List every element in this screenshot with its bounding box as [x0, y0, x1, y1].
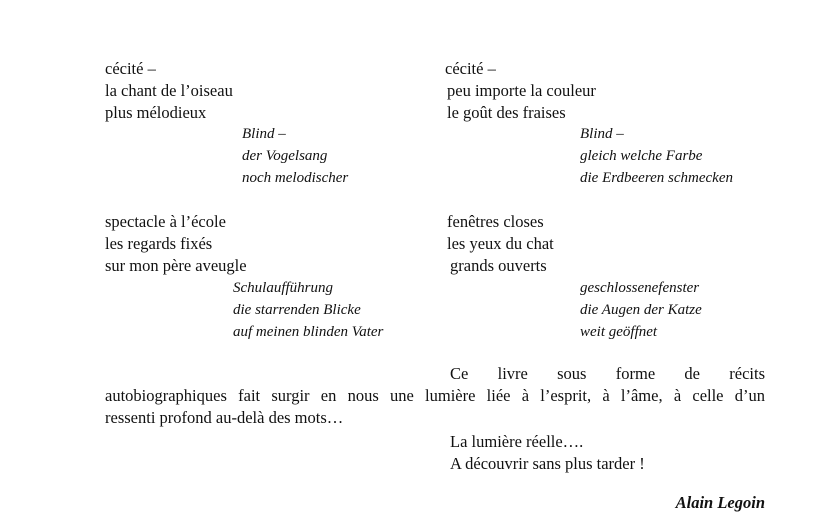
poem1-fr-line1: cécité –	[105, 59, 156, 78]
poem3-de-line3: auf meinen blinden Vater	[233, 324, 384, 340]
poem4-fr-line1: fenêtres closes	[447, 212, 544, 231]
poem1-fr-line3: plus mélodieux	[105, 103, 207, 122]
poem1-de-line2: der Vogelsang	[242, 148, 328, 164]
poem4-de-line1: geschlossenefenster	[580, 280, 700, 296]
poem4-de-line3: weit geöffnet	[580, 324, 658, 340]
poem3-fr-line1: spectacle à l’école	[105, 212, 226, 231]
poem3-fr-line2: les regards fixés	[105, 234, 213, 253]
review-line3: ressenti profond au-delà des mots…	[105, 408, 344, 427]
poem4-fr-line2: les yeux du chat	[447, 234, 554, 253]
poem2-de-line3: die Erdbeeren schmecken	[580, 170, 733, 186]
poem2-fr-line2: peu importe la couleur	[447, 81, 596, 100]
poem2-de-line1: Blind –	[580, 126, 624, 142]
poem2-de-line2: gleich welche Farbe	[580, 148, 703, 164]
closing-line2: A découvrir sans plus tarder !	[450, 454, 645, 473]
poem4-fr-line3: grands ouverts	[450, 256, 547, 275]
poem2-fr-line3: le goût des fraises	[447, 103, 566, 122]
poem3-de-line1: Schulaufführung	[233, 280, 333, 296]
poem4-de-line2: die Augen der Katze	[580, 302, 702, 318]
review-line2: autobiographiques fait surgir en nous une lumière liée à l’esprit, à l’âme, à celle d’un	[105, 386, 765, 405]
signature: Alain Legoin	[675, 493, 765, 512]
review-line1: Ce livre sous forme de récits	[450, 364, 765, 383]
poem2-fr-line1: cécité –	[445, 59, 496, 78]
poem1-de-line3: noch melodischer	[242, 170, 349, 186]
poem3-fr-line3: sur mon père aveugle	[105, 256, 247, 275]
poem1-fr-line2: la chant de l’oiseau	[105, 81, 233, 100]
closing-line1: La lumière réelle….	[450, 432, 584, 451]
poem3-de-line2: die starrenden Blicke	[233, 302, 361, 318]
poem1-de-line1: Blind –	[242, 126, 286, 142]
review-paragraph	[105, 363, 765, 429]
